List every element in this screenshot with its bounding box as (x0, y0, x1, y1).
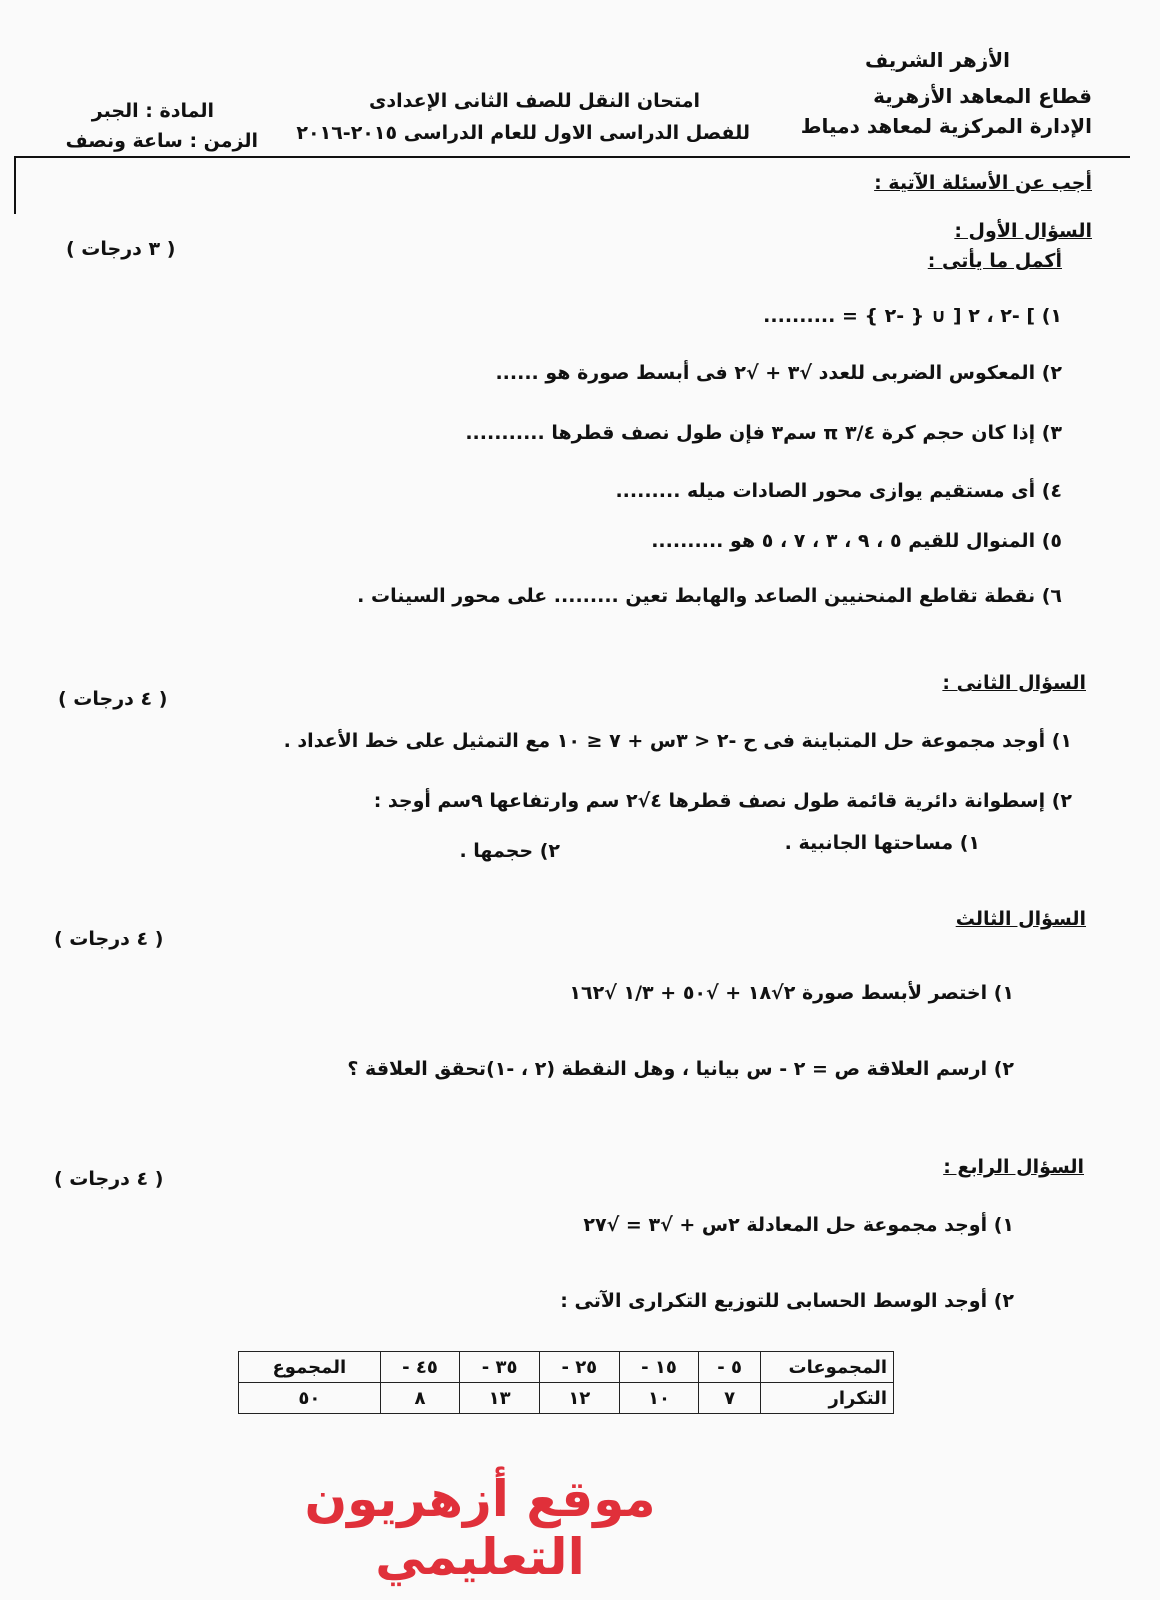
table-cell: ١٣ (460, 1383, 540, 1414)
header-divider (14, 156, 1130, 158)
q2-sub-a: ١) مساحتها الجانبية . (784, 832, 980, 854)
q1-item-4: ٤) أى مستقيم يوازى محور الصادات ميله ......... (615, 480, 1062, 502)
table-cell: ٧ (699, 1383, 761, 1414)
table-cell: ٨ (380, 1383, 460, 1414)
table-cell: ٥ - (699, 1352, 761, 1383)
table-row (239, 1352, 894, 1383)
q3-title: السؤال الثالث (955, 908, 1086, 930)
table-row (239, 1383, 894, 1414)
table-cell: ٤٥ - (380, 1352, 460, 1383)
table-row-header: التكرار (761, 1383, 894, 1414)
table-cell: ٥٠ (239, 1383, 381, 1414)
q2-grade: ( ٤ درجات ) (58, 688, 168, 710)
frequency-table (238, 1351, 894, 1414)
q2-sub-b: ٢) حجمها . (459, 840, 560, 862)
q3-item-1: ١) اختصر لأبسط صورة ٢√١٨ + √٥٠ + ١/٣ √١٦٢ (569, 982, 1014, 1004)
duration-label: الزمن : ساعة ونصف (65, 130, 258, 152)
q2-item-1: ١) أوجد مجموعة حل المتباينة فى ح -٢ < ٣س + ٧ ≤ ١٠ مع التمثيل على خط الأعداد . (283, 730, 1072, 752)
site-watermark: موقع أزهريون التعليمي (304, 1470, 656, 1586)
q1-title: السؤال الأول : (954, 220, 1092, 242)
q3-item-2: ٢) ارسم العلاقة ص = ٢ - س بيانيا ، وهل النقطة (٢ ، -١)تحقق العلاقة ؟ (347, 1058, 1014, 1080)
q1-item-3: ٣) إذا كان حجم كرة ٣/٤ π سم٣ فإن طول نصف قطرها ........... (465, 422, 1062, 444)
q1-grade: ( ٣ درجات ) (66, 238, 176, 260)
table-cell: ٣٥ - (460, 1352, 540, 1383)
table-cell: ١٠ (619, 1383, 699, 1414)
header-sector: قطاع المعاهد الأزهرية (873, 84, 1092, 108)
table-row-header: المجموعات (761, 1352, 894, 1383)
q1-item-5: ٥) المنوال للقيم ٥ ، ٩ ، ٣ ، ٧ ، ٥ هو .......... (651, 530, 1062, 552)
q3-grade: ( ٤ درجات ) (54, 928, 164, 950)
q2-item-2: ٢) إسطوانة دائرية قائمة طول نصف قطرها ٤√٢ سم وارتفاعها ٩سم أوجد : (373, 790, 1072, 812)
q1-item-2: ٢) المعكوس الضربى للعدد √٣ + √٢ فى أبسط صورة هو ...... (495, 362, 1062, 384)
q1-subtitle: أكمل ما يأتى : (927, 250, 1062, 272)
exam-title: امتحان النقل للصف الثانى الإعدادى (369, 90, 700, 112)
table-cell: ٢٥ - (539, 1352, 619, 1383)
q4-title: السؤال الرابع : (943, 1156, 1084, 1178)
q4-item-1: ١) أوجد مجموعة حل المعادلة ٢س + √٣ = √٢٧ (583, 1214, 1014, 1236)
q1-item-6: ٦) نقطة تقاطع المنحنيين الصاعد والهابط تعين ......... على محور السينات . (357, 585, 1062, 607)
q1-item-1: ١) ] -٢ ، ٢ [ ∪ { -٢ } = .......... (763, 305, 1062, 327)
q4-grade: ( ٤ درجات ) (54, 1168, 164, 1190)
table-cell: ١٢ (539, 1383, 619, 1414)
table-cell: المجموع (239, 1352, 381, 1383)
header-administration: الإدارة المركزية لمعاهد دمياط (800, 114, 1092, 138)
q4-item-2: ٢) أوجد الوسط الحسابى للتوزيع التكرارى الآتى : (560, 1290, 1014, 1312)
exam-term: للفصل الدراسى الاول للعام الدراسى ٢٠١٥-٢٠١٦ (296, 122, 750, 144)
table-cell: ١٥ - (619, 1352, 699, 1383)
general-instruction: أجب عن الأسئلة الآتية : (874, 172, 1092, 194)
left-margin-tick (14, 156, 16, 214)
q2-title: السؤال الثانى : (942, 672, 1086, 694)
header-institution: الأزهر الشريف (864, 48, 1010, 72)
subject-label: المادة : الجبر (91, 100, 214, 122)
